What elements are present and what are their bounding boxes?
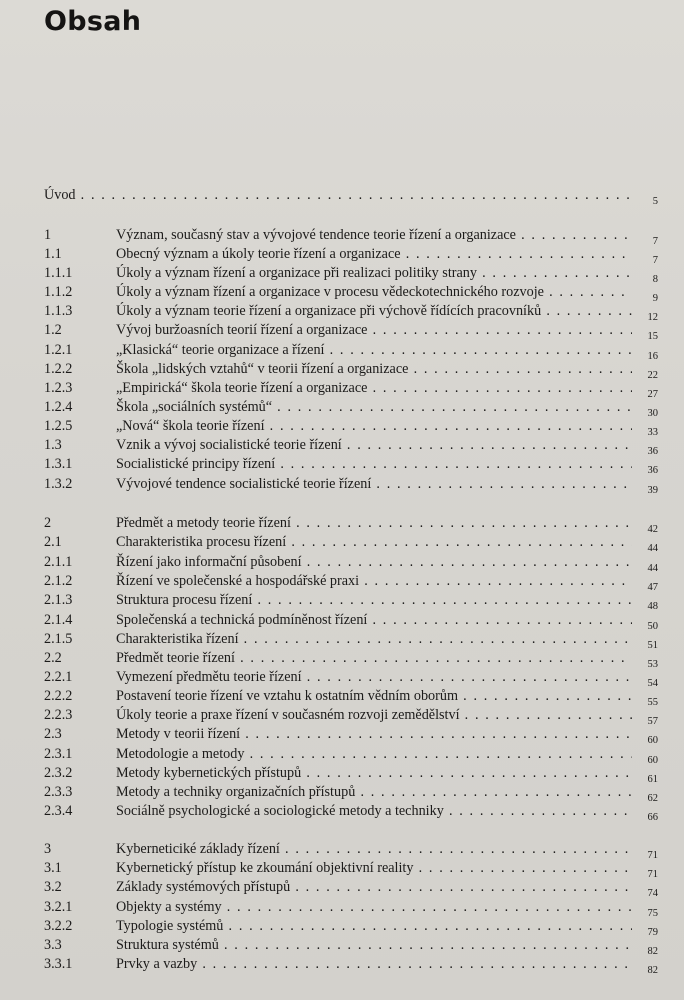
- toc-entry-title: Metody kybernetických přístupů . . .: [116, 764, 632, 783]
- page-title: Obsah: [44, 6, 142, 37]
- toc-entry-number: 2.2.3: [44, 707, 73, 723]
- toc-entry-number: 1.2: [44, 322, 62, 338]
- toc-entry-title: Sociálně psychologické a sociologické metody a techniky . . .: [116, 802, 632, 821]
- toc-entry: [0, 455, 684, 474]
- toc-entry-page: 48: [647, 601, 658, 612]
- toc-entry-title: Vývojové tendence socialistické teorie řízení . . .: [116, 475, 632, 494]
- toc-entry-title: Metodologie a metody . . .: [116, 745, 632, 764]
- toc-entry-title: Škola „sociálních systémů“ . . .: [116, 398, 632, 417]
- toc-entry-title: Úkoly teorie a praxe řízení v současném rozvoji zemědělství . . .: [116, 706, 632, 725]
- toc-entry-title: Postavení teorie řízení ve vztahu k ostatním vědním oborům . . .: [116, 687, 632, 706]
- toc-entry-title: Vymezení předmětu teorie řízení . . .: [116, 668, 632, 687]
- toc-entry-number: 2.1.5: [44, 631, 73, 647]
- toc-entry-title: Úkoly a význam řízení a organizace při realizaci politiky strany . . .: [116, 264, 632, 283]
- toc-entry-number: 1.3: [44, 437, 62, 453]
- toc-entry-number: 3.1: [44, 860, 62, 876]
- toc-entry-number: 1.1: [44, 246, 62, 262]
- toc-entry: [0, 630, 684, 649]
- toc-entry-number: 3.2.2: [44, 918, 73, 934]
- toc-entry-number: 2.2: [44, 650, 62, 666]
- toc-entry-page: 30: [647, 408, 658, 419]
- toc-entry-page: 66: [647, 812, 658, 823]
- toc-entry: [0, 783, 684, 802]
- toc-entry: [0, 514, 684, 533]
- toc-entry-title: Vznik a vývoj socialistické teorie řízení . . .: [116, 436, 632, 455]
- toc-entry-page: 8: [652, 274, 658, 285]
- toc-entry-number: 3.2: [44, 879, 62, 895]
- toc-entry-page: 57: [647, 716, 658, 727]
- toc-entry-number: 1.2.1: [44, 342, 73, 358]
- toc-entry-title: Předmět teorie řízení . . .: [116, 649, 632, 668]
- toc-entry-title: Úkoly a význam řízení a organizace v procesu vědeckotechnického rozvoje . . .: [116, 283, 632, 302]
- toc-entry-number: 2.1.1: [44, 554, 73, 570]
- toc-entry-page: 71: [647, 850, 658, 861]
- toc-entry-number: 3: [44, 841, 52, 857]
- toc-entry-page: 82: [647, 946, 658, 957]
- toc-entry-number: 2.1.3: [44, 592, 73, 608]
- toc-entry: [0, 764, 684, 783]
- toc-entry-number: 1.1.2: [44, 284, 73, 300]
- toc-entry-title: Metody v teorii řízení . . .: [116, 725, 632, 744]
- toc-entry: [0, 591, 684, 610]
- toc-entry-number: 2: [44, 515, 52, 531]
- toc-entry-title: Předmět a metody teorie řízení . . .: [116, 514, 632, 533]
- toc-entry-title: Charakteristika procesu řízení . . .: [116, 533, 632, 552]
- toc-entry: [0, 533, 684, 552]
- toc-entry-page: 7: [652, 255, 658, 266]
- toc-entry: [0, 668, 684, 687]
- toc-entry-title: Struktura systémů . . .: [116, 936, 632, 955]
- toc-entry: [0, 283, 684, 302]
- toc-entry-page: 51: [647, 640, 658, 651]
- toc-entry-title: Kybernetický přístup ke zkoumání objektivní reality . . .: [116, 859, 632, 878]
- toc-entry-number: 2.3: [44, 726, 62, 742]
- toc-entry-title: Kyberneticiké základy řízení . . .: [116, 840, 632, 859]
- toc-entry: [0, 917, 684, 936]
- toc-entry-page: 42: [647, 524, 658, 535]
- toc-entry-page: 53: [647, 659, 658, 670]
- toc-entry-page: 62: [647, 793, 658, 804]
- toc-entry-page: 7: [652, 236, 658, 247]
- toc-entry-title: Základy systémových přístupů . . .: [116, 878, 632, 897]
- toc-entry-page: 27: [647, 389, 658, 400]
- toc-entry: [0, 649, 684, 668]
- toc-entry-title: Prvky a vazby . . .: [116, 955, 632, 974]
- toc-entry: [0, 398, 684, 417]
- toc-entry: [0, 341, 684, 360]
- toc-entry-title: „Empirická“ škola teorie řízení a organizace . . .: [116, 379, 632, 398]
- toc-entry-page: 15: [647, 331, 658, 342]
- toc-entry-number: 3.3: [44, 937, 62, 953]
- toc-entry-number: 1: [44, 227, 52, 243]
- toc-entry-page: 61: [647, 774, 658, 785]
- toc-entry-number: 2.2.1: [44, 669, 73, 685]
- toc-entry-page: 79: [647, 927, 658, 938]
- toc-entry-title: Společenská a technická podmíněnost řízení . . .: [116, 611, 632, 630]
- toc-entry: [0, 802, 684, 821]
- toc-entry-page: 60: [647, 755, 658, 766]
- toc-entry-page: 9: [652, 293, 658, 304]
- toc-entry-number: 1.2.4: [44, 399, 73, 415]
- toc-entry: [0, 611, 684, 630]
- toc-entry-title: Řízení ve společenské a hospodářské praxi . . .: [116, 572, 632, 591]
- toc-entry-title: Řízení jako informační působení . . .: [116, 553, 632, 572]
- toc-entry-title: Struktura procesu řízení . . .: [116, 591, 632, 610]
- toc-entry-page: 75: [647, 908, 658, 919]
- toc-entry-page: 33: [647, 427, 658, 438]
- toc-entry-number: 1.2.5: [44, 418, 73, 434]
- toc-entry: [0, 745, 684, 764]
- toc-entry-page: 36: [647, 465, 658, 476]
- toc-entry: [0, 725, 684, 744]
- toc-entry-title: „Nová“ škola teorie řízení . . .: [116, 417, 632, 436]
- toc-entry-number: 3.3.1: [44, 956, 73, 972]
- toc-entry-number: 2.1.2: [44, 573, 73, 589]
- toc-entry-page: 74: [647, 888, 658, 899]
- toc-entry-title: Charakteristika řízení . . .: [116, 630, 632, 649]
- toc-entry: [0, 687, 684, 706]
- toc-entry: [0, 245, 684, 264]
- toc-entry-page: 44: [647, 563, 658, 574]
- toc-entry-page: 5: [652, 196, 658, 207]
- toc-entry-title: Obecný význam a úkoly teorie řízení a organizace . . .: [116, 245, 632, 264]
- toc-entry-number: 3.2.1: [44, 899, 73, 915]
- toc-entry-page: 60: [647, 735, 658, 746]
- toc-entry: [0, 859, 684, 878]
- toc-entry-number: 2.3.2: [44, 765, 73, 781]
- toc-entry-number: 1.2.3: [44, 380, 73, 396]
- toc-entry: [0, 417, 684, 436]
- toc-entry: [0, 321, 684, 340]
- toc-entry-page: 82: [647, 965, 658, 976]
- toc-entry: [0, 436, 684, 455]
- toc-entry: [0, 379, 684, 398]
- toc-entry: [0, 572, 684, 591]
- toc-entry: [0, 898, 684, 917]
- toc-entry-number: 2.1: [44, 534, 62, 550]
- toc-entry-number: 2.2.2: [44, 688, 73, 704]
- toc-entry-number: 1.1.3: [44, 303, 73, 319]
- toc-entry-title: Objekty a systémy . . .: [116, 898, 632, 917]
- toc-entry-title: Socialistické principy řízení . . .: [116, 455, 632, 474]
- toc-entry-number: 1.1.1: [44, 265, 73, 281]
- toc-entry-page: 22: [647, 370, 658, 381]
- toc-entry-number: 1.2.2: [44, 361, 73, 377]
- toc-entry-title: Škola „lidských vztahů“ v teorii řízení a organizace . . .: [116, 360, 632, 379]
- toc-entry-number: 2.3.4: [44, 803, 73, 819]
- toc-entry-page: 54: [647, 678, 658, 689]
- toc-entry-number: 2.1.4: [44, 612, 73, 628]
- toc-entry-page: 36: [647, 446, 658, 457]
- toc-entry-page: 50: [647, 621, 658, 632]
- toc-entry-page: 16: [647, 351, 658, 362]
- toc-entry: [0, 840, 684, 859]
- toc-entry-title: Typologie systémů . . .: [116, 917, 632, 936]
- toc-entry-page: 47: [647, 582, 658, 593]
- toc-entry: [0, 360, 684, 379]
- toc-entry-number: 1.3.2: [44, 476, 73, 492]
- toc-entry: [0, 878, 684, 897]
- toc-entry: [0, 553, 684, 572]
- toc-entry-title: Vývoj buržoasních teorií řízení a organizace . . .: [116, 321, 632, 340]
- toc-entry-number: 1.3.1: [44, 456, 73, 472]
- toc-entry: [0, 936, 684, 955]
- toc-entry-number: 2.3.3: [44, 784, 73, 800]
- toc-entry: [0, 226, 684, 245]
- toc-entry-page: 44: [647, 543, 658, 554]
- toc-entry-page: 12: [647, 312, 658, 323]
- toc-entry-title: Úkoly a význam teorie řízení a organizace při výchově řídících pracovníků . . .: [116, 302, 632, 321]
- toc-entry: [0, 955, 684, 974]
- toc-entry: [0, 186, 684, 205]
- toc-entry: [0, 302, 684, 321]
- toc-entry: [0, 706, 684, 725]
- toc-entry-number: 2.3.1: [44, 746, 73, 762]
- toc-entry-page: 55: [647, 697, 658, 708]
- toc-entry-title: Metody a techniky organizačních přístupů . . .: [116, 783, 632, 802]
- toc-entry-title: Úvod . . .: [44, 186, 632, 205]
- toc-entry-page: 71: [647, 869, 658, 880]
- toc-entry: [0, 264, 684, 283]
- toc-entry: [0, 475, 684, 494]
- toc-entry-page: 39: [647, 485, 658, 496]
- toc-entry-title: „Klasická“ teorie organizace a řízení . . .: [116, 341, 632, 360]
- toc-entry-title: Význam, současný stav a vývojové tendence teorie řízení a organizace . . .: [116, 226, 632, 245]
